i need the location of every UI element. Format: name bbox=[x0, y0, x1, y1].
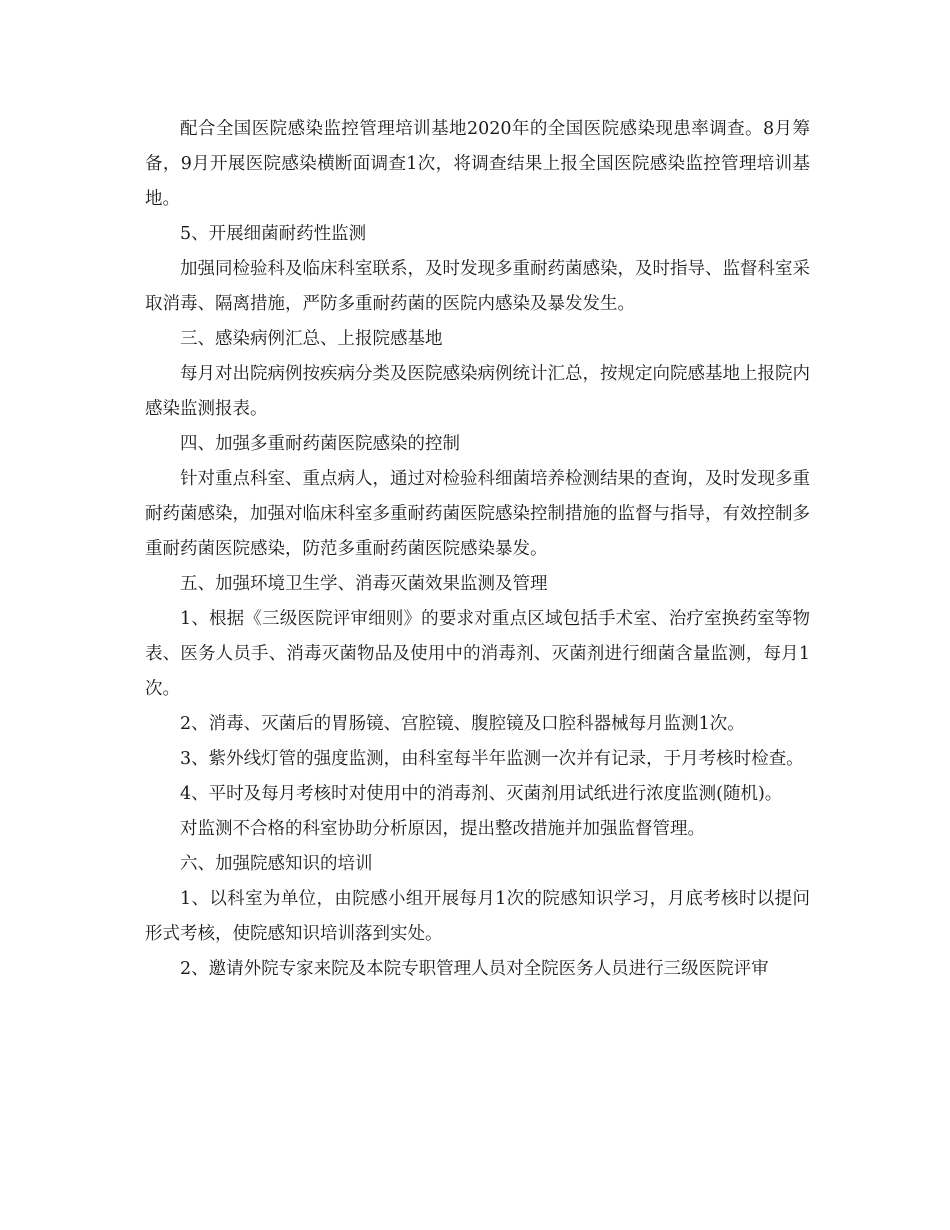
heading-section-four: 四、加强多重耐药菌医院感染的控制 bbox=[180, 434, 460, 454]
paragraph-section-four: 针对重点科室、重点病人，通过对检验科细菌培养检测结果的查询，及时发现多重耐药菌感染，加强对临床科室多重耐药菌医院感染控制措施的监督与指导，有效控制多重耐药菌医院感染，防范多重耐药菌医院感染暴发。 bbox=[145, 469, 810, 559]
document-body bbox=[145, 112, 810, 987]
paragraph-section-three: 每月对出院病例按疾病分类及医院感染病例统计汇总，按规定向院感基地上报院内感染监测报表。 bbox=[145, 364, 810, 419]
paragraph-training-1: 1、以科室为单位，由院感小组开展每月1次的院感知识学习，月底考核时以提问形式考核，使院感知识培训落到实处。 bbox=[145, 889, 810, 944]
paragraph-item-1: 1、根据《三级医院评审细则》的要求对重点区域包括手术室、治疗室换药室等物表、医务人员手、消毒灭菌物品及使用中的消毒剂、灭菌剂进行细菌含量监测，每月1次。 bbox=[145, 609, 810, 699]
paragraph-item-4: 4、平时及每月考核时对使用中的消毒剂、灭菌剂用试纸进行浓度监测(随机)。 bbox=[180, 784, 783, 804]
paragraph-survey: 配合全国医院感染监控管理培训基地2020年的全国医院感染现患率调查。8月筹备，9月开展医院感染横断面调查1次，将调查结果上报全国医院感染监控管理培训基地。 bbox=[145, 119, 810, 209]
heading-section-six: 六、加强院感知识的培训 bbox=[180, 854, 373, 874]
paragraph-unqualified: 对监测不合格的科室协助分析原因，提出整改措施并加强监督管理。 bbox=[180, 819, 705, 839]
heading-section-five: 五、加强环境卫生学、消毒灭菌效果监测及管理 bbox=[180, 574, 548, 594]
heading-resistance-monitoring: 5、开展细菌耐药性监测 bbox=[180, 224, 367, 244]
paragraph-item-2: 2、消毒、灭菌后的胃肠镜、宫腔镜、腹腔镜及口腔科器械每月监测1次。 bbox=[180, 714, 745, 734]
heading-section-three: 三、感染病例汇总、上报院感基地 bbox=[180, 329, 443, 349]
paragraph-item-3: 3、紫外线灯管的强度监测，由科室每半年监测一次并有记录，于月考核时检查。 bbox=[180, 749, 804, 769]
paragraph-resistance-monitoring: 加强同检验科及临床科室联系，及时发现多重耐药菌感染，及时指导、监督科室采取消毒、隔离措施，严防多重耐药菌的医院内感染及暴发发生。 bbox=[145, 259, 810, 314]
paragraph-training-2: 2、邀请外院专家来院及本院专职管理人员对全院医务人员进行三级医院评审 bbox=[180, 959, 769, 979]
